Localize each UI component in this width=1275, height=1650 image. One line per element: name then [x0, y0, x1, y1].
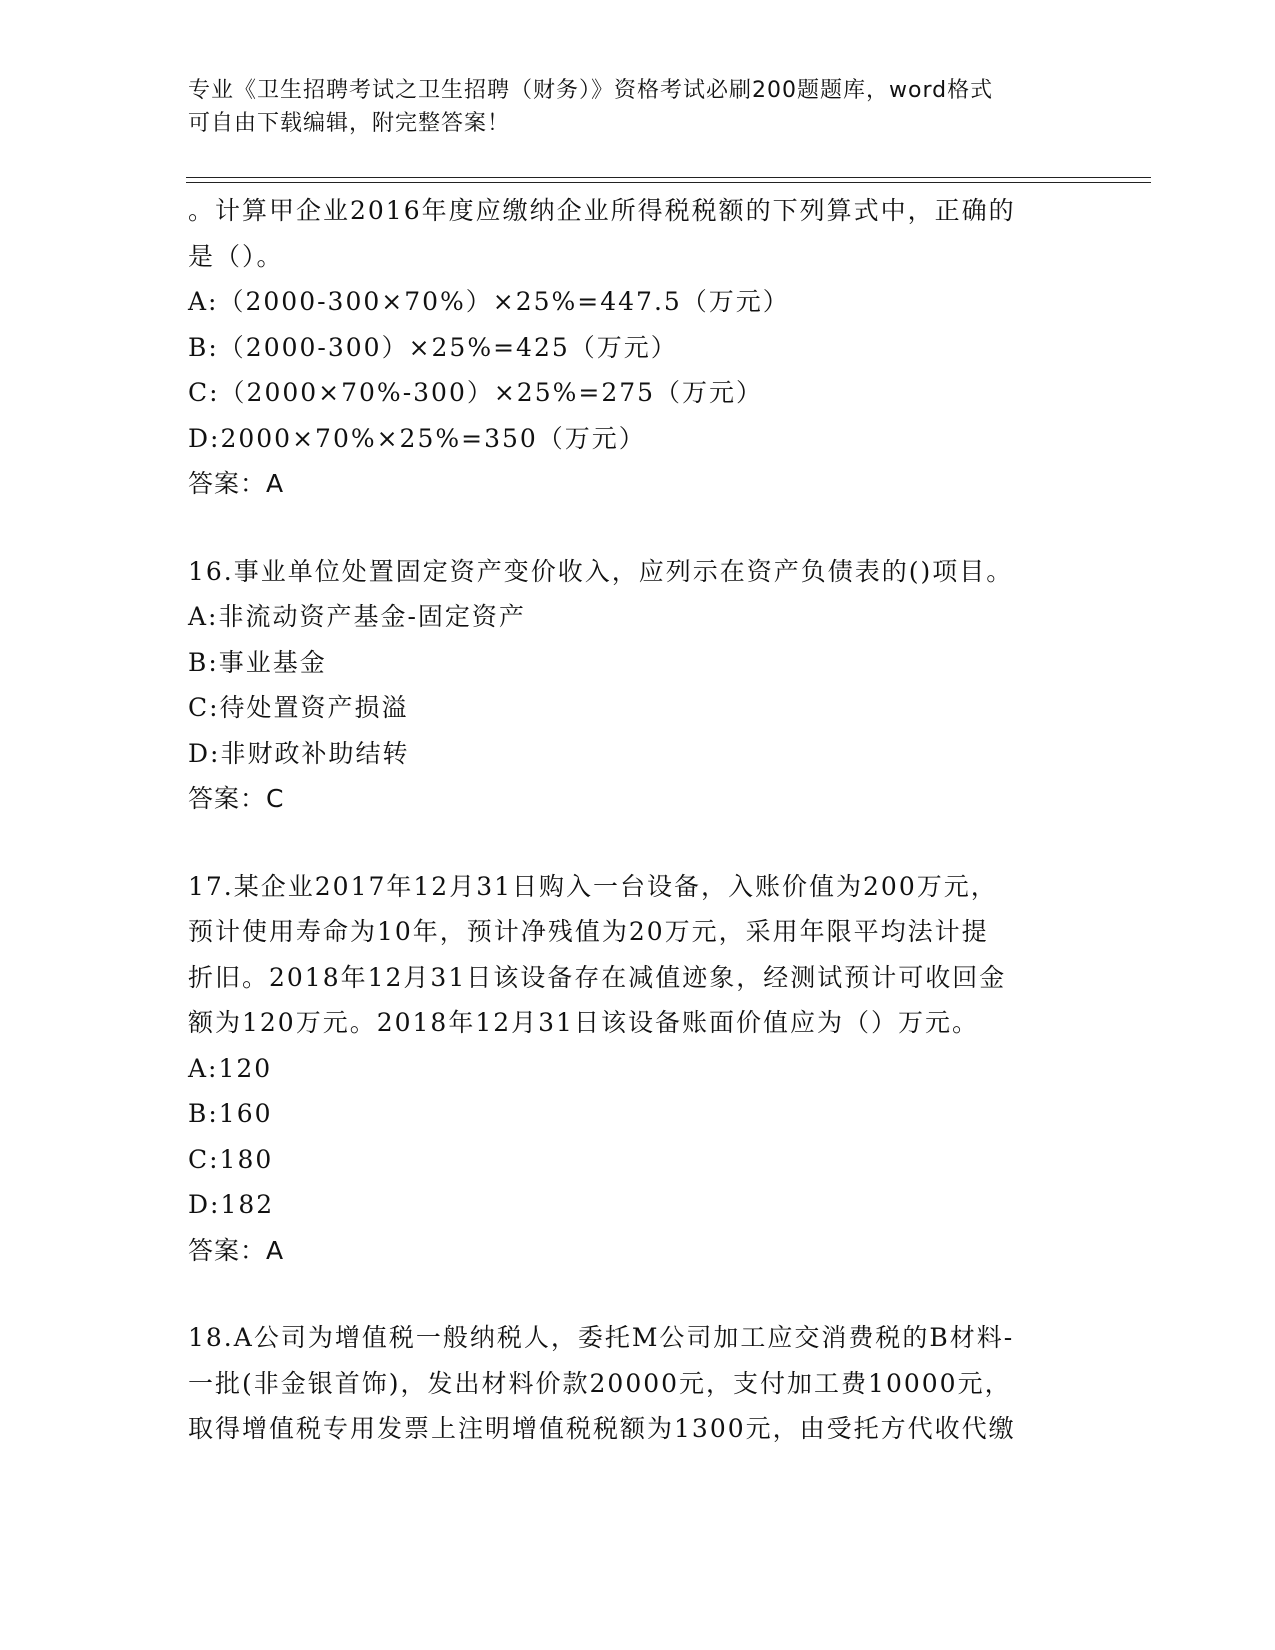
question-16 [188, 549, 1088, 822]
document-header [188, 74, 1088, 140]
option-a: A:（2000-300×70%）×25%=447.5（万元） [188, 287, 790, 316]
option-b: B:事业基金 [188, 647, 327, 677]
question-list [188, 188, 1088, 1452]
option-a: A:非流动资产基金-固定资产 [188, 602, 526, 631]
answer-line: 答案：A [188, 469, 285, 498]
question-stem-line: 。计算甲企业2016年度应缴纳企业所得税税额的下列算式中，正确的 [188, 196, 1016, 225]
question-stem-line: 一批(非金银首饰)，发出材料价款20000元，支付加工费10000元， [188, 1368, 1012, 1398]
option-c: C:待处置资产损溢 [188, 693, 409, 722]
question-stem-line: 额为120万元。2018年12月31日该设备账面价值应为（）万元。 [188, 1008, 979, 1037]
header-line-1: 专业《卫生招聘考试之卫生招聘（财务）》资格考试必刷200题题库，word格式 [188, 78, 994, 103]
header-rule-bottom [186, 182, 1151, 183]
question-stem-line: 17.某企业2017年12月31日购入一台设备，入账价值为200万元， [188, 871, 998, 901]
question-stem-line: 折旧。2018年12月31日该设备存在减值迹象，经测试预计可收回金 [188, 962, 1007, 992]
option-b: B:160 [188, 1099, 273, 1128]
answer-line: 答案：C [188, 784, 285, 813]
question-stem-line: 取得增值税专用发票上注明增值税税额为1300元，由受托方代收代缴 [188, 1414, 1016, 1443]
question-stem-line: 16.事业单位处置固定资产变价收入，应列示在资产负债表的()项目。 [188, 556, 1014, 586]
option-c: C:180 [188, 1144, 274, 1174]
question-18 [188, 1315, 1088, 1452]
option-d: D:2000×70%×25%=350（万元） [188, 423, 646, 453]
question-17 [188, 864, 1088, 1274]
question-stem-line: 预计使用寿命为10年，预计净残值为20万元，采用年限平均法计提 [188, 917, 989, 946]
header-rule-top [186, 177, 1151, 178]
option-a: A:120 [188, 1053, 273, 1083]
question-15 [188, 188, 1088, 507]
option-d: D:非财政补助结转 [188, 738, 410, 768]
header-line-2: 可自由下载编辑，附完整答案！ [188, 111, 511, 136]
question-stem-line: 18.A公司为增值税一般纳税人，委托M公司加工应交消费税的B材料- [188, 1323, 1015, 1352]
question-stem-line: 是（）。 [188, 241, 284, 271]
option-c: C:（2000×70%-300）×25%=275（万元） [188, 378, 764, 407]
answer-line: 答案：A [188, 1235, 285, 1265]
option-b: B:（2000-300）×25%=425（万元） [188, 332, 678, 362]
option-d: D:182 [188, 1190, 275, 1219]
